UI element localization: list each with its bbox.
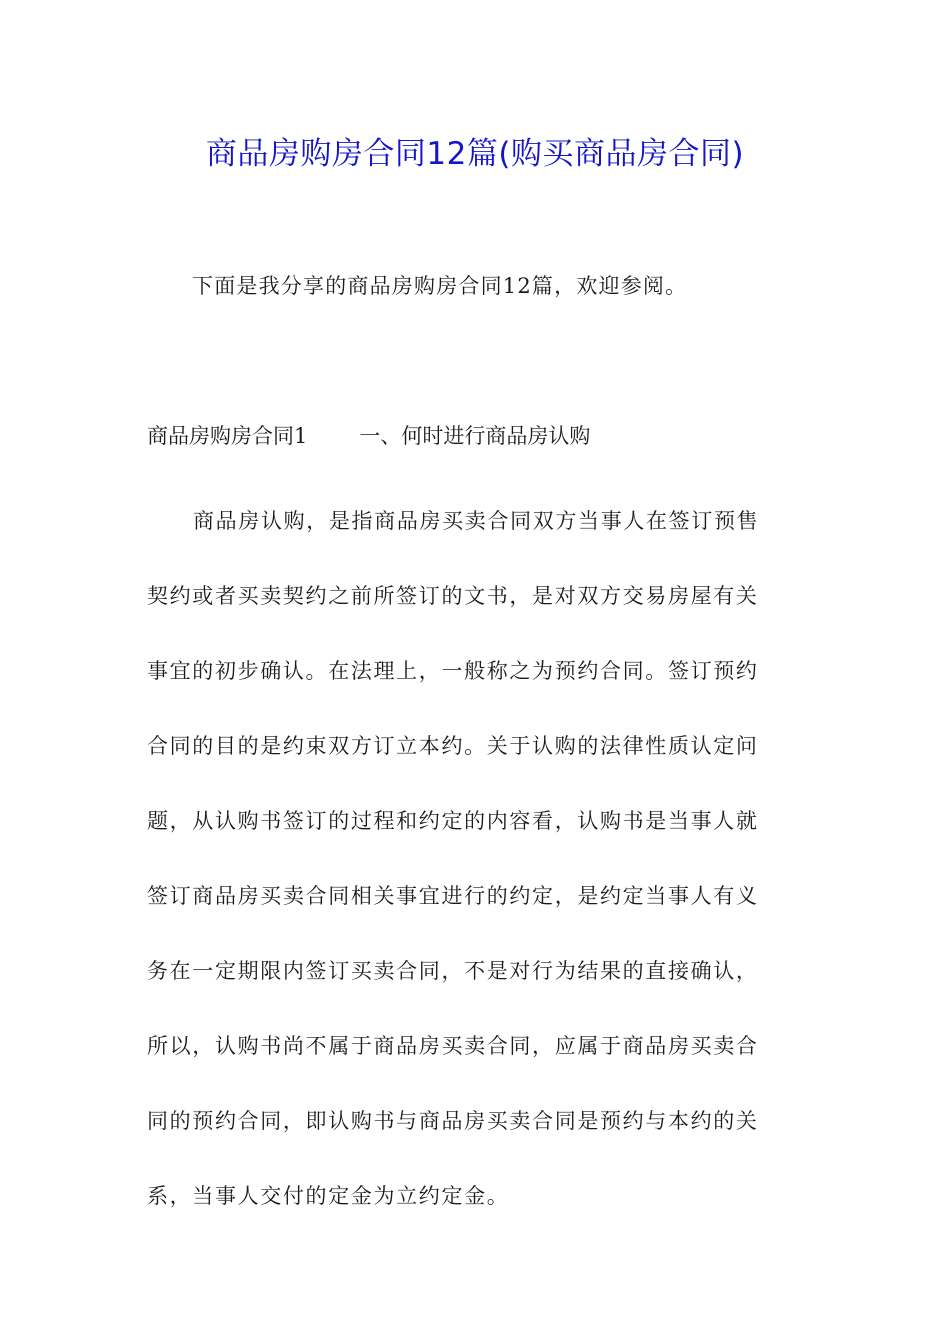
paragraph-line: 签订商品房买卖合同相关事宜进行的约定，是约定当事人有义 xyxy=(147,884,759,908)
paragraph-line: 务在一定期限内签订买卖合同，不是对行为结果的直接确认， xyxy=(147,959,759,983)
body-paragraph xyxy=(147,484,807,1234)
paragraph-line: 同的预约合同，即认购书与商品房买卖合同是预约与本约的关 xyxy=(147,1109,759,1133)
paragraph-line: 系，当事人交付的定金为立约定金。 xyxy=(147,1184,510,1208)
intro-paragraph: 下面是我分享的商品房购房合同12篇，欢迎参阅。 xyxy=(192,274,688,298)
paragraph-line: 事宜的初步确认。在法理上，一般称之为预约合同。签订预约 xyxy=(147,659,759,683)
section-heading-line xyxy=(147,414,590,458)
section-label: 商品房购房合同1 xyxy=(147,424,308,448)
paragraph-line: 商品房认购，是指商品房买卖合同双方当事人在签订预售 xyxy=(193,509,760,533)
paragraph-line: 合同的目的是约束双方订立本约。关于认购的法律性质认定问 xyxy=(147,734,759,758)
section-heading: 一、何时进行商品房认购 xyxy=(359,424,591,448)
paragraph-line: 题，从认购书签订的过程和约定的内容看，认购书是当事人就 xyxy=(147,809,759,833)
paragraph-line: 契约或者买卖契约之前所签订的文书，是对双方交易房屋有关 xyxy=(147,584,759,608)
paragraph-line: 所以，认购书尚不属于商品房买卖合同，应属于商品房买卖合 xyxy=(147,1034,759,1058)
document-title: 商品房购房合同12篇(购买商品房合同) xyxy=(205,136,745,172)
